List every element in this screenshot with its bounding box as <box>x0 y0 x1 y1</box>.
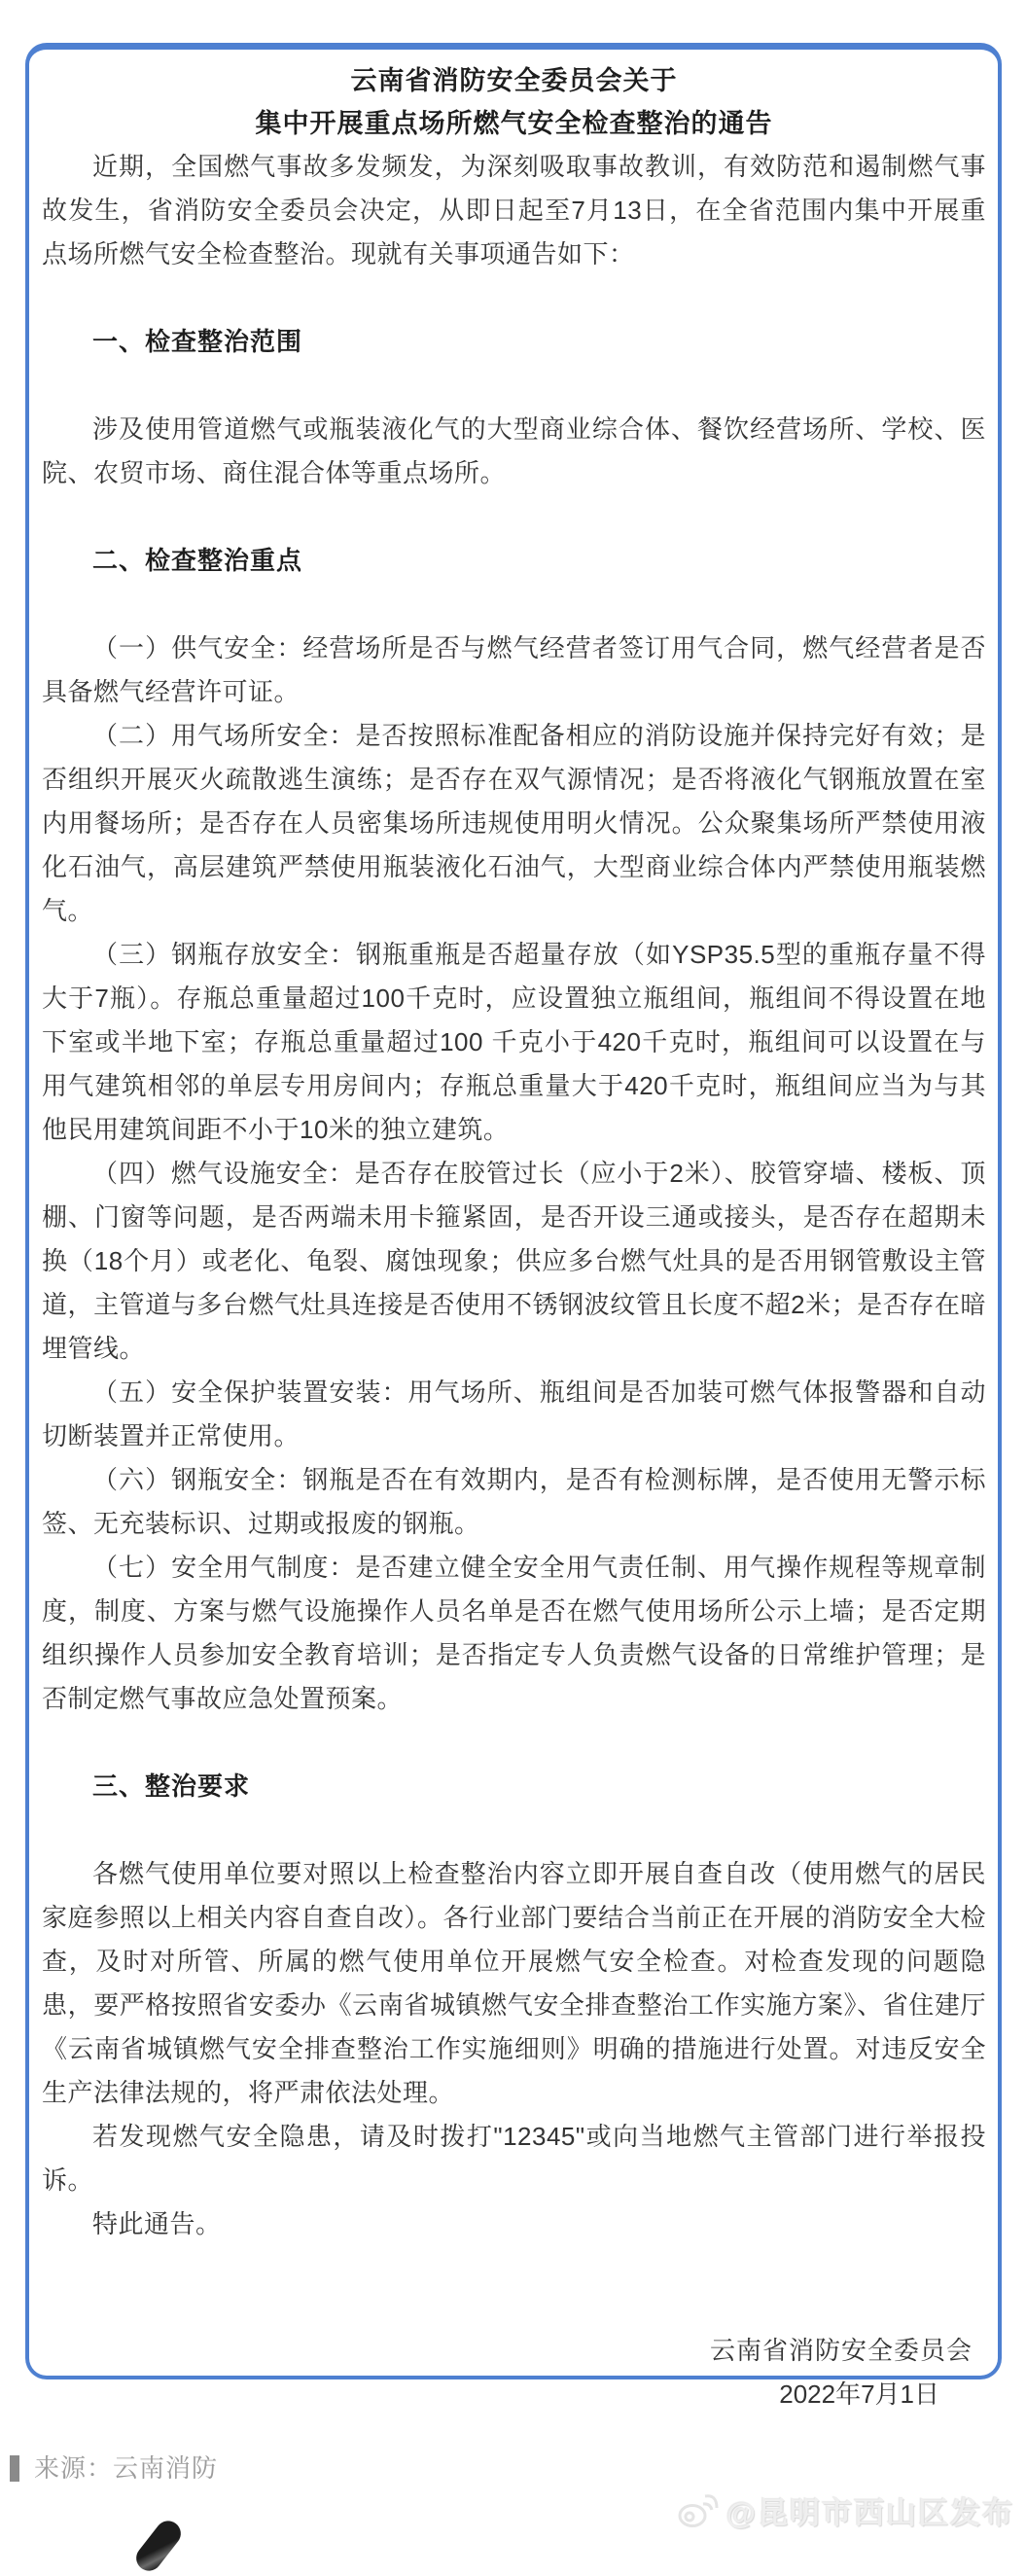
notice-title-line2: 集中开展重点场所燃气安全检查整治的通告 <box>255 109 773 138</box>
body-paragraph: （四）燃气设施安全：是否存在胶管过长（应小于2米）、胶管穿墙、楼板、顶棚、门窗等问题，是否两端未用卡箍紧固，是否开设三通或接头，是否存在超期未换（18个月）或老化、龟裂、腐蚀现象；供应多台燃气灶具的是否用钢管敷设主管道，主管道与多台燃气灶具连接是否使用不锈钢波纹管且长度不超2米；是否存在暗埋管线。 <box>42 1159 986 1363</box>
body-paragraph: （三）钢瓶存放安全：钢瓶重瓶是否超量存放（如YSP35.5型的重瓶存量不得大于7瓶）。存瓶总重量超过100千克时，应设置独立瓶组间，瓶组间不得设置在地下室或半地下室；存瓶总重量超过100 千克小于420千克时，瓶组间可以设置在与用气建筑相邻的单层专用房间内；存瓶总重量大于420千克时，瓶组间应当为与其他民用建筑间距不小于10米的独立建筑。 <box>42 940 986 1144</box>
signature-date: 2022年7月1日 <box>779 2379 939 2409</box>
weibo-watermark <box>676 2488 1014 2532</box>
body-paragraph: （七）安全用气制度：是否建立健全安全用气责任制、用气操作规程等规章制度，制度、方案与燃气设施操作人员名单是否在燃气使用场所公示上墙；是否定期组织操作人员参加安全教育培训；是否指定专人负责燃气设备的日常维护管理；是否制定燃气事故应急处置预案。 <box>42 1553 986 1713</box>
source-bar-decoration <box>10 2455 19 2482</box>
notice-sections <box>42 320 986 2246</box>
body-paragraph: （五）安全保护装置安装：用气场所、瓶组间是否加装可燃气体报警器和自动切断装置并正常使用。 <box>42 1377 986 1450</box>
body-paragraph: 各燃气使用单位要对照以上检查整治内容立即开展自查自改（使用燃气的居民家庭参照以上相关内容自查自改）。各行业部门要结合当前正在开展的消防安全大检查，及时对所管、所属的燃气使用单位开展燃气安全检查。对检查发现的问题隐患，要严格按照省安委办《云南省城镇燃气安全排查整治工作实施方案》、省住建厅《云南省城镇燃气安全排查整治工作实施细则》明确的措施进行处置。对违反安全生产法律法规的，将严肃依法处理。 <box>42 1859 986 2107</box>
section-heading: 三、整治要求 <box>92 1771 251 1801</box>
signature-org: 云南省消防安全委员会 <box>709 2336 973 2365</box>
intro-paragraph: 近期，全国燃气事故多发频发，为深刻吸取事故教训，有效防范和遏制燃气事故发生，省消防安全委员会决定，从即日起至7月13日，在全省范围内集中开展重点场所燃气安全检查整治。现就有关事项通告如下： <box>42 152 986 268</box>
weibo-icon <box>676 2492 719 2529</box>
source-line <box>10 2451 218 2485</box>
body-paragraph: 若发现燃气安全隐患，请及时拨打"12345"或向当地燃气主管部门进行举报投诉。 <box>42 2122 986 2195</box>
section-heading: 一、检查整治范围 <box>92 327 303 356</box>
pen-tip-image-fragment <box>131 2516 186 2576</box>
notice-title <box>42 59 986 145</box>
source-label: 来源：云南消防 <box>34 2453 219 2483</box>
body-paragraph: （六）钢瓶安全：钢瓶是否在有效期内，是否有检测标牌，是否使用无警示标签、无充装标识、过期或报废的钢瓶。 <box>42 1465 986 1538</box>
body-paragraph: （一）供气安全：经营场所是否与燃气经营者签订用气合同，燃气经营者是否具备燃气经营许可证。 <box>42 633 986 706</box>
watermark-text: @昆明市西山区发布 <box>725 2496 1014 2530</box>
signature-block <box>42 2329 986 2416</box>
body-paragraph: 涉及使用管道燃气或瓶装液化气的大型商业综合体、餐饮经营场所、学校、医院、农贸市场、商住混合体等重点场所。 <box>42 414 986 487</box>
notice-title-line1: 云南省消防安全委员会关于 <box>350 66 678 95</box>
body-paragraph: 特此通告。 <box>92 2209 222 2238</box>
body-paragraph: （二）用气场所安全：是否按照标准配备相应的消防设施并保持完好有效；是否组织开展灭火疏散逃生演练；是否存在双气源情况；是否将液化气钢瓶放置在室内用餐场所；是否存在人员密集场所违规使用明火情况。公众聚集场所严禁使用液化石油气，高层建筑严禁使用瓶装液化石油气，大型商业综合体内严禁使用瓶装燃气。 <box>42 721 986 925</box>
section-heading: 二、检查整治重点 <box>92 546 303 575</box>
notice-card <box>25 43 1002 2409</box>
